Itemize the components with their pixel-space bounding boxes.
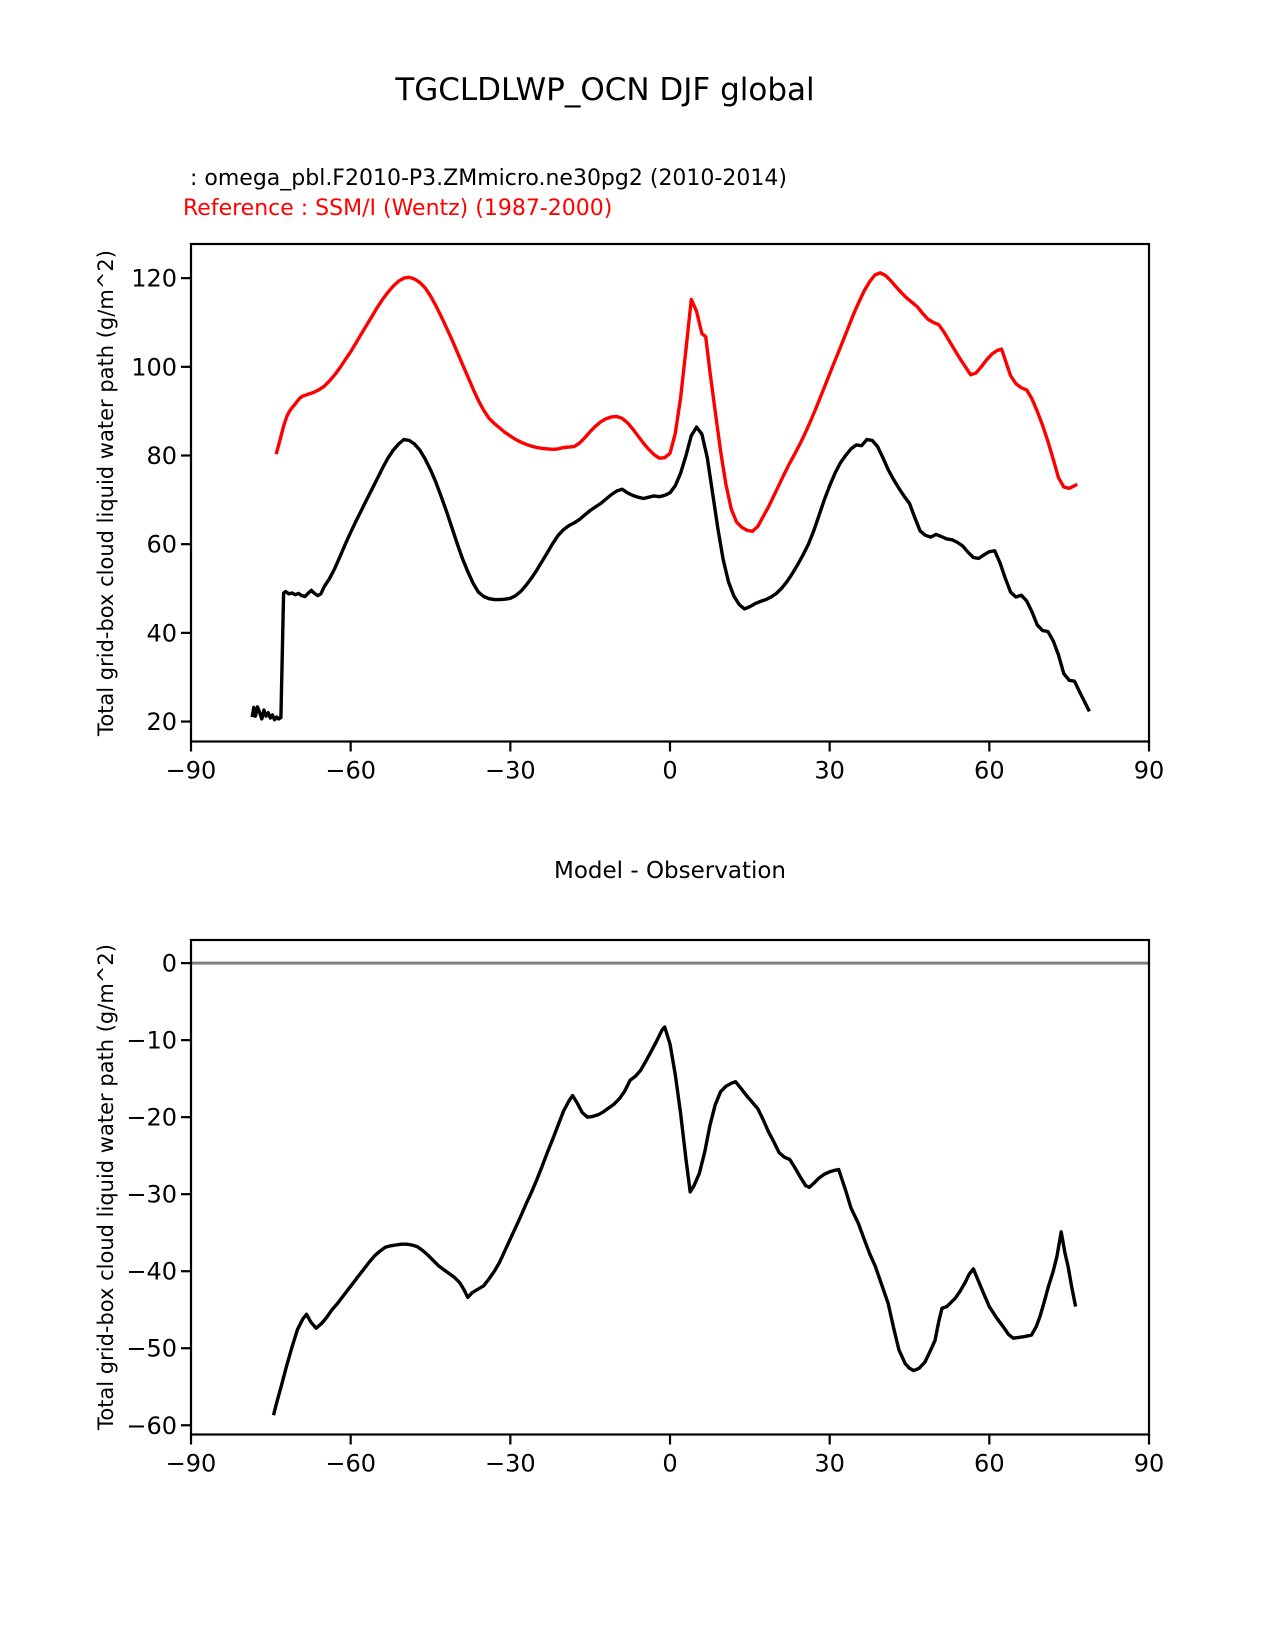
x-tick-label: −60	[325, 1449, 376, 1478]
y-tick-label: 60	[146, 530, 177, 559]
y-tick-label: 80	[146, 442, 177, 471]
y-tick-label: −30	[126, 1180, 177, 1209]
x-tick-label: −90	[165, 756, 217, 785]
chart-1	[126, 940, 1164, 1478]
y-tick-label: 40	[146, 619, 177, 648]
bottom-chart-ylabel: Total grid-box cloud liquid water path (g/m^2)	[94, 944, 118, 1430]
legend-model-label: : omega_pbl.F2010-P3.ZMmicro.ne30pg2 (2010-2014)	[183, 166, 787, 191]
legend-reference-label: Reference : SSM/I (Wentz) (1987-2000)	[183, 196, 613, 221]
x-tick-label: 60	[974, 756, 1005, 785]
chart-0	[131, 244, 1164, 785]
x-tick-label: 0	[662, 1449, 678, 1478]
plot-border	[191, 940, 1149, 1435]
x-tick-label: 60	[974, 1449, 1005, 1478]
x-tick-label: −30	[485, 756, 536, 785]
figure-title: TGCLDLWP_OCN DJF global	[395, 72, 815, 108]
y-tick-label: −10	[126, 1026, 177, 1055]
reference-line	[276, 273, 1077, 532]
model-line	[252, 427, 1089, 720]
y-tick-label: −40	[126, 1257, 177, 1286]
diff-line	[274, 1027, 1076, 1415]
y-tick-label: 20	[146, 708, 177, 737]
y-tick-label: −50	[126, 1334, 177, 1363]
x-tick-label: 0	[662, 756, 678, 785]
y-tick-label: 0	[161, 949, 177, 978]
y-tick-label: 120	[131, 264, 177, 293]
y-tick-label: −20	[126, 1103, 177, 1132]
bottom-chart-title: Model - Observation	[553, 858, 787, 884]
x-tick-label: 30	[814, 756, 845, 785]
y-tick-label: −60	[126, 1411, 177, 1440]
x-tick-label: −60	[325, 756, 376, 785]
y-tick-label: 100	[131, 353, 177, 382]
x-tick-label: −90	[165, 1449, 217, 1478]
x-tick-label: 90	[1133, 1449, 1165, 1478]
x-tick-label: −30	[485, 1449, 536, 1478]
x-tick-label: 30	[814, 1449, 845, 1478]
x-tick-label: 90	[1133, 756, 1165, 785]
top-chart-ylabel: Total grid-box cloud liquid water path (g/m^2)	[94, 250, 118, 736]
